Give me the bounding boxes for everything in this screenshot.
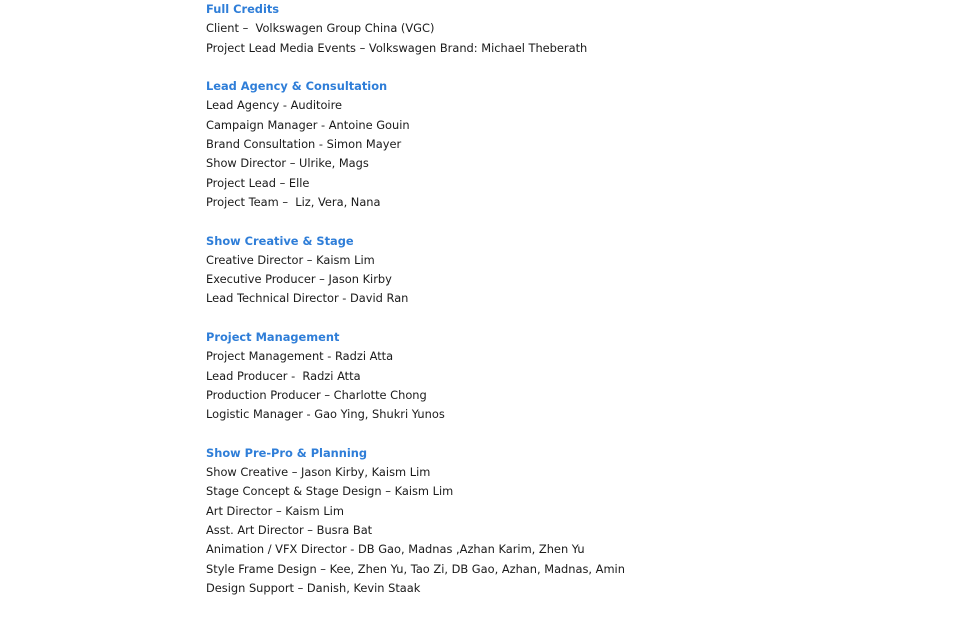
credit-line: Project Team – Liz, Vera, Nana <box>206 194 381 209</box>
section-heading[interactable]: Project Management <box>206 330 340 345</box>
section-heading[interactable]: Show Pre-Pro & Planning <box>206 445 368 460</box>
credit-line: Brand Consultation - Simon Mayer <box>206 137 402 152</box>
credit-line: Lead Agency - Auditoire <box>206 98 343 113</box>
section-heading[interactable]: Show Creative & Stage <box>206 233 354 248</box>
credit-line: Show Creative – Jason Kirby, Kaism Lim <box>206 465 431 480</box>
credit-line: Stage Concept & Stage Design – Kaism Lim <box>206 484 454 499</box>
section-show-creative-stage <box>206 232 906 309</box>
credits-list <box>206 0 906 618</box>
credit-line: Lead Technical Director - David Ran <box>206 291 409 306</box>
credit-line: Logistic Manager - Gao Ying, Shukri Yunos <box>206 407 445 422</box>
credit-line: Lead Producer - Radzi Atta <box>206 368 361 383</box>
credit-line: Art Director – Kaism Lim <box>206 503 344 518</box>
section-heading[interactable]: Full Credits <box>206 2 280 16</box>
credit-line: Design Support – Danish, Kevin Staak <box>206 580 421 595</box>
credit-line: Show Director – Ulrike, Mags <box>206 156 369 171</box>
credit-line: Executive Producer – Jason Kirby <box>206 272 392 287</box>
credit-line: Campaign Manager - Antoine Gouin <box>206 117 410 132</box>
section-show-pre-pro-planning <box>206 444 906 598</box>
credit-line: Client – Volkswagen Group China (VGC) <box>206 21 435 36</box>
credit-line: Project Management - Radzi Atta <box>206 349 394 364</box>
credit-line: Project Lead – Elle <box>206 175 310 190</box>
section-full-credits <box>206 0 906 58</box>
credit-line: Asst. Art Director – Busra Bat <box>206 523 373 538</box>
section-heading[interactable]: Lead Agency & Consultation <box>206 79 388 94</box>
section-project-management <box>206 328 906 424</box>
credit-line: Production Producer – Charlotte Chong <box>206 387 427 402</box>
credit-line: Style Frame Design – Kee, Zhen Yu, Tao Zi, DB Gao, Azhan, Madnas, Amin <box>206 561 625 576</box>
credit-line: Creative Director – Kaism Lim <box>206 252 375 267</box>
section-lead-agency <box>206 77 906 212</box>
credit-line: Project Lead Media Events – Volkswagen Brand: Michael Theberath <box>206 40 588 55</box>
credit-line: Animation / VFX Director - DB Gao, Madnas ,Azhan Karim, Zhen Yu <box>206 542 585 557</box>
